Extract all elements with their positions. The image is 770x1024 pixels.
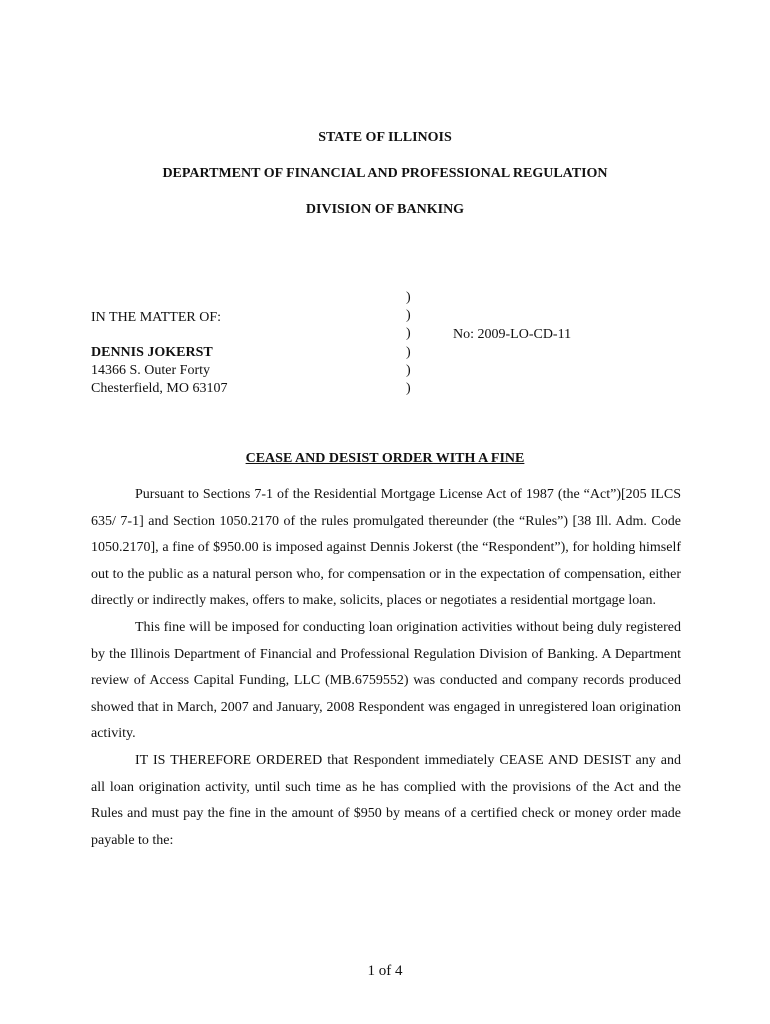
caption-paren: ) bbox=[406, 290, 411, 305]
caption-paren: ) bbox=[406, 380, 411, 396]
page-number: 1 of 4 bbox=[367, 963, 403, 979]
caption-paren: ) bbox=[406, 308, 411, 324]
division-heading: DIVISION OF BANKING bbox=[305, 202, 465, 217]
department-heading: DEPARTMENT OF FINANCIAL AND PROFESSIONAL REGULATION bbox=[162, 166, 608, 181]
respondent-name: DENNIS JOKERST bbox=[91, 345, 213, 360]
respondent-address-line2: Chesterfield, MO 63107 bbox=[91, 381, 228, 396]
body-paragraph: This fine will be imposed for conducting loan origination activities without being duly registered by the Illinois Department of Financial and Professional Regulation Division of Banking. A Department review of Access Capital Funding, LLC (MB.6759552) was conducted and company records produced showed that in March, 2007 and January, 2008 Respondent was engaged in unregistered loan origination activity. bbox=[91, 619, 681, 742]
order-body bbox=[91, 482, 681, 854]
body-paragraph: Pursuant to Sections 7-1 of the Residential Mortgage License Act of 1987 (the “Act”)[205 ILCS 635/ 7-1] and Section 1050.2170 of the rules promulgated thereunder (the “Rules”) [38 Ill. Adm. Code 1050.2170], a fine of $950.00 is imposed against Dennis Jokerst (the “Respondent”), for holding himself out to the public as a natural person who, for compensation or in the expectation of compensation, either directly or indirectly makes, offers to make, solicits, places or negotiates a residential mortgage loan. bbox=[91, 487, 681, 609]
caption-paren: ) bbox=[406, 344, 411, 360]
in-the-matter-label: IN THE MATTER OF: bbox=[91, 310, 222, 325]
order-title: CEASE AND DESIST ORDER WITH A FINE bbox=[245, 451, 525, 466]
case-caption-party bbox=[91, 309, 227, 398]
caption-paren: ) bbox=[406, 326, 411, 342]
caption-parentheses bbox=[406, 289, 411, 398]
caption-paren: ) bbox=[406, 362, 411, 378]
body-paragraph: IT IS THEREFORE ORDERED that Respondent immediately CEASE AND DESIST any and all loan origination activity, until such time as he has complied with the provisions of the Act and the Rules and must pay the fine in the amount of $950 by means of a certified check or money order made payable to the: bbox=[91, 752, 681, 848]
respondent-address-line1: 14366 S. Outer Forty bbox=[91, 363, 210, 378]
case-number: No: 2009-LO-CD-11 bbox=[453, 327, 572, 342]
state-heading: STATE OF ILLINOIS bbox=[318, 130, 452, 145]
